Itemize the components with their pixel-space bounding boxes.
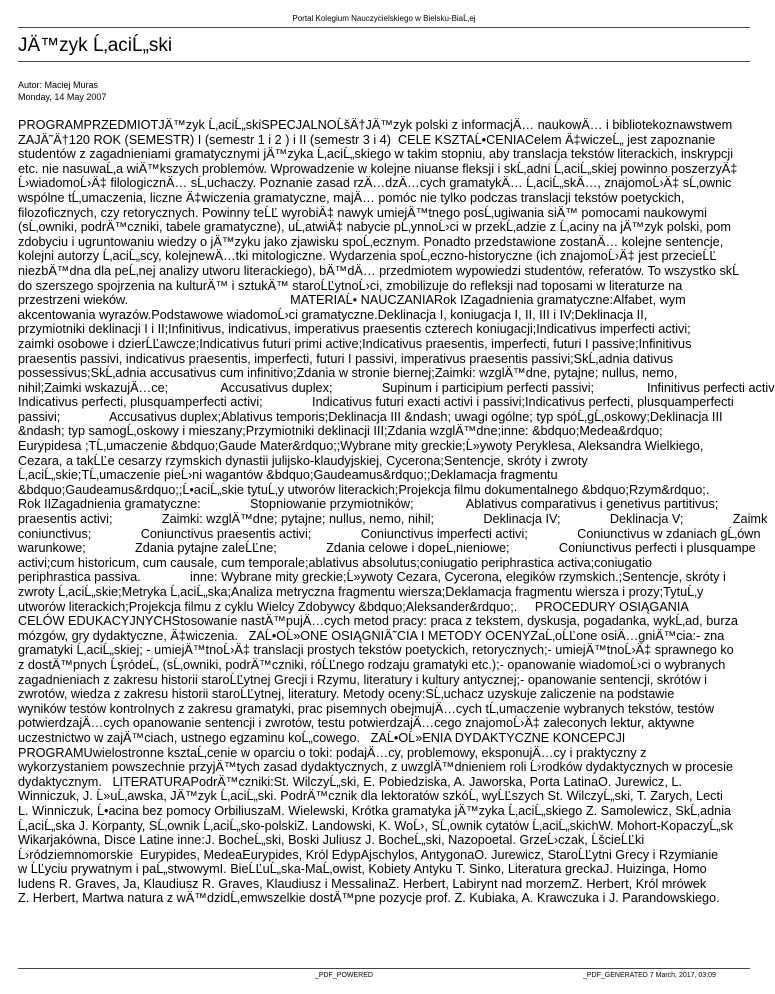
article-body (18, 118, 775, 906)
header-divider (18, 27, 750, 28)
body-line: Ĺ‚aciĹ„ska J. Korpanty, SĹ‚ownik Ĺ‚aciĹ„sko-polskiZ. Landowski, K. WoĹ›, SĹ‚ownik cytatów Ĺ‚aciĹ„skichW. Mohort-KopaczyĹ„sk (18, 818, 734, 833)
footer-powered: _PDF_POWERED (315, 972, 373, 979)
body-line: PROGRAMPRZEDMIOTJÄ™zyk Ĺ‚aciĹ„skiSPECJALNOĹšÄ†JÄ™zyk polski z informacjÄ… naukowÄ… i bibliotekoznawstwem (18, 118, 733, 132)
body-line: utworów literackich;Projekcja filmu z cyklu Wielcy Zdobywcy &bdquo;Aleksander&rdquo;. PROCEDURY OSIĄGANIA (18, 599, 689, 614)
body-line: CELÓW EDUKACYJNYCHStosowanie nastÄ™pujÄ…cych metod pracy: praca z tekstem, dyskusja, pogadanka, wykĹ‚ad, burza (18, 614, 738, 629)
body-line: &ndash; typ samogĹ‚oskowy i mieszany;Przymiotniki deklinacji III;Zdania wzglÄ™dne;inne: &bdquo;Medea&rdquo; (18, 424, 663, 439)
body-line: zwrotów, wiedza z zakresu historii staroĹĽytnej, literatury. Metody oceny:SĹ‚uchacz uzyskuje zaliczenie na podstawie (18, 687, 675, 702)
body-line: Indicativus perfecti, plusquamperfecti activi; Indicativus futuri exacti activi i passivi;Indicativus perfecti, plusquamperfecti (18, 395, 734, 410)
body-line: gramatyki Ĺ‚aciĹ„skiej; - umiejÄ™tnoĹ›Ä‡ translacji prostych tekstów poetyckich, retorycznych;- umiejÄ™tnoĹ›Ä‡ sprawnego ko (18, 643, 734, 658)
footer-generated: _PDF_GENERATED 7 March, 2017, 03:09 (583, 972, 716, 979)
page-title: JÄ™zyk Ĺ‚aciĹ„ski (18, 35, 173, 56)
body-line: praesentis activi; Zaimki: wzglÄ™dne; pytajne; nullus, nemo, nihil; Deklinacja IV; Deklinacja V; Zaimk (18, 512, 768, 527)
body-line: warunkowe; Zdania pytajne zaleĹĽne; Zdania celowe i dopeĹ‚nieniowe; Coniunctivus perfecti i plusquampe (18, 541, 756, 556)
body-line: nihil;Zaimki wskazujÄ…ce; Accusativus duplex; Supinum i participium perfecti passivi; Infinitivus perfecti activ (18, 380, 775, 395)
body-line: Cezara, a takĹĽe cesarzy rzymskich dynastii julijsko-klaudyjskiej, Cycerona;Sentencje, skróty i zwroty (18, 453, 588, 468)
body-line: praesentis passivi, indicativus praesentis, imperfecti, futuri I passivi, imperativus praesentis passivi;SkĹ‚adnia dativus (18, 351, 674, 366)
body-line: kolejni autorzy Ĺ‚aciĹ„scy, kolejnewÄ…tki mitologiczne. Wydarzenia spoĹ‚eczno-historyczne (ich znajomoĹ›Ä‡ jest przecieĹĽ (18, 249, 717, 264)
body-line: akcentowania wyrazów.Podstawowe wiadomoĹ›ci gramatyczne.Deklinacja I, koniugacja I, II, III i IV;Deklinacja II, (18, 307, 648, 322)
body-line: passivi; Accusativus duplex;Ablativus temporis;Deklinacja III &ndash; uwagi ogólne; typ spóĹ‚gĹ‚oskowy;Deklinacja III (18, 409, 723, 424)
body-line: studentów z zagadnieniami gramatycznymi jÄ™zyka Ĺ‚aciĹ„skiego w takim stopniu, aby translacja tekstów literackich, inskrypcji (18, 147, 734, 162)
body-line: filozoficznych, czy retorycznych. Powinny teĹĽ wyrobiÄ‡ nawyk umiejÄ™tnego posĹ‚ugiwania siÄ™ pomocami naukowymi (18, 205, 707, 220)
body-line: periphrastica passiva. inne: Wybrane mity greckie;Ĺ»ywoty Cezara, Cycerona, elegików rzymskich.;Sentencje, skróty i (18, 570, 726, 585)
title-divider (18, 61, 750, 62)
article-meta (18, 79, 106, 103)
body-line: dydaktycznym. LITERATURAPodrÄ™czniki:St. WilczyĹ„ski, E. Pobiedziska, A. Jaworska, Porta LatinaO. Jurewicz, L. (18, 774, 682, 789)
body-line: wyników testów kontrolnych z zakresu gramatyki, prac pisemnych obejmujÄ…cych tĹ‚umaczenie wybranych tekstów, testów (18, 701, 714, 716)
body-line: do szerszego spojrzenia na kulturÄ™ i sztukÄ™ staroĹĽytnoĹ›ci, zmobilizuje do refleksji nad toposami w literaturze na (18, 278, 683, 293)
body-line: Wikarjakówna, Disce Latine inne:J. BocheĹ„ski, Boski Juliusz J. BocheĹ„ski, Nazopoetal. GrzeĹ›czak, ĹšcieĹĽki (18, 833, 645, 848)
body-line: etc. nie nasuwaĹ‚a wiÄ™kszych problemów. Wprowadzenie w kolejne niuanse fleksji i skĹ‚adni Ĺ‚aciĹ„skiej powinno poszerzyÄ‡ (18, 161, 738, 176)
body-line: uczestnictwo w zajÄ™ciach, ustnego egzaminu koĹ„cowego. ZAĹ•OĹ»ENIA DYDAKTYCZNE KONCEPCJI (18, 730, 626, 745)
footer-divider (18, 968, 750, 969)
body-line: zaimki osobowe i dzierĹĽawcze;Indicativus futuri primi active;Indicativus praesentis, imperfecti, futuri I passive;Infinitivus (18, 336, 692, 351)
body-line: Z. Herbert, Martwa natura z wÄ™dzidĹ‚emwszelkie dostÄ™pne pozycje prof. Z. Kubiaka, A. Krawczuka i J. Parandowskiego. (18, 891, 720, 906)
body-line: Eurypidesa ;TĹ‚umaczenie &bdquo;Gaude Mater&rdquo;;Wybrane mity greckie;Ĺ»ywoty Peryklesa, Aleksandra Wielkiego, (18, 439, 704, 454)
body-line: przestrzeni wieków. MATERIAĹ• NAUCZANIARok IZagadnienia gramatyczne:Alfabet, wym (18, 293, 686, 308)
body-line: Ĺ‚aciĹ„skie;TĹ‚umaczenie pieĹ›ni wagantów &bdquo;Gaudeamus&rdquo;;Deklamacja fragmentu (18, 468, 558, 483)
body-line: (sĹ‚owniki, podrÄ™czniki, tabele gramatyczne), uĹ‚atwiÄ‡ nabycie pĹ‚ynnoĹ›ci w przekĹ‚adzie z Ĺ‚aciny na jÄ™zyk polski, pom (18, 220, 731, 235)
body-line: wykorzystaniem powszechnie przyjÄ™tych zasad dydaktycznych, z uwzglÄ™dnieniem roli Ĺ›rodków dydaktycznych w procesie (18, 760, 734, 775)
page-header: Portal Kolegium Nauczycielskiego w Bielsku-BiaĹ‚ej (292, 14, 476, 23)
body-line: wspólne tĹ‚umaczenia, liczne Ä‡wiczenia gramatyczne, majÄ… pomóc nie tylko podczas translacji tekstów poetyckich, (18, 190, 685, 205)
author-line: Autor: Maciej Muras (18, 80, 99, 90)
body-line: z dostÄ™pnych ĹşródeĹ‚ (sĹ‚owniki, podrÄ™czniki, róĹĽnego rodzaju gramatyki etc.);- opanowanie wiadomoĹ›ci o wybranych (18, 657, 726, 672)
body-line: Ĺ›ródziemnomorskie Eurypides, MedeaEurypides, Król EdypAjschylos, AntygonaO. Jurewicz, StaroĹĽytni Grecy i Rzymianie (18, 847, 719, 862)
body-line: PROGRAMUwielostronne ksztaĹ‚cenie w oparciu o toki: podajÄ…cy, problemowy, eksponujÄ…cy i praktyczny z (18, 745, 647, 760)
body-line: przymiotniki deklinacji I i II;Infinitivus, indicativus, imperativus praesentis czterech koniugacji;Indicativus imperfecti activi; (18, 322, 691, 337)
body-line: zagadnieniach z zakresu historii staroĹĽytnej Grecji i Rzymu, literatury i kultury antycznej;- opanowanie sentencji, skrótów i (18, 672, 707, 687)
date-line: Monday, 14 May 2007 (18, 92, 107, 102)
body-line: potwierdzajÄ…cych opanowanie sentencji i zwrotów, testu potwierdzajÄ…cego znajomoĹ›Ä‡ zaleconych lektur, aktywne (18, 716, 695, 731)
body-line: ZAJÄ˜Ä†120 ROK (SEMESTR) I (semestr 1 i 2 ) i II (semestr 3 i 4) CELE KSZTAĹ•CENIACelem Ä‡wiczeĹ„ jest zapoznanie (18, 132, 716, 147)
body-line: w ĹĽyciu prywatnym i paĹ„stwowymI. BieĹĽuĹ„ska-MaĹ‚owist, Kobiety Antyku T. Sinko, Literatura greckaJ. Huizinga, Homo (18, 862, 707, 877)
body-line: niezbÄ™dna dla peĹ‚nej analizy utworu literackiego), bÄ™dÄ… przedmiotem wypowiedzi studentów, referatów. To wszystko skĹ (18, 263, 740, 278)
body-line: activi;cum historicum, cum causale, cum temporale;ablativus absolutus;coniugatio periphrastica activa;coniugatio (18, 555, 652, 570)
body-line: possessivus;SkĹ‚adnia accusativus cum infinitivo;Zdania w stronie biernej;Zaimki: wzglÄ™dne, pytajne; nullus, nemo, (18, 366, 678, 381)
body-line: Winniczuk, J. Ĺ»uĹ‚awska, JÄ™zyk Ĺ‚aciĹ„ski. PodrÄ™cznik dla lektoratów szkóĹ‚ wyĹĽszych St. WilczyĹ„ski, T. Zarych, Lecti (18, 789, 723, 804)
body-line: coniunctivus; Coniunctivus praesentis activi; Coniunctivus imperfecti activi; Coniunctivus w zdaniach gĹ‚ówn (18, 526, 761, 541)
body-line: ludens R. Graves, Ja, Klaudiusz R. Graves, Klaudiusz i MessalinaZ. Herbert, Labirynt nad morzemZ. Herbert, Król mrówek (18, 876, 707, 891)
body-line: L. Winniczuk, Ĺ•acina bez pomocy OrbiliuszaM. Wielewski, Krótka gramatyka jÄ™zyka Ĺ‚aciĹ„skiego Z. Samolewicz, SkĹ‚adnia (18, 803, 732, 818)
body-line: zwroty Ĺ‚aciĹ„skie;Metryka Ĺ‚aciĹ„ska;Analiza metryczna fragmentu wiersza;Deklamacja fragmentu wiersza i prozy;TytuĹ‚y (18, 585, 704, 599)
body-line: mózgów, gry dydaktyczne, Ä‡wiczenia. ZAĹ•OĹ»ONE OSIĄGNIÄ˜CIA I METODY OCENYZaĹ‚oĹĽone osiÄ…gniÄ™cia:- zna (18, 628, 725, 643)
body-line: &bdquo;Gaudeamus&rdquo;;Ĺ•aciĹ„skie tytuĹ‚y utworów literackich;Projekcja filmu dokumentalnego &bdquo;Rzym&rdquo;. (18, 482, 710, 497)
body-line: Ĺ›wiadomoĹ›Ä‡ filologicznÄ… sĹ‚uchaczy. Poznanie zasad rzÄ…dzÄ…cych gramatykÄ… Ĺ‚aciĹ„skÄ…, znajomoĹ›Ä‡ sĹ‚ownic (18, 176, 732, 191)
body-line: zdobyciu i ugruntowaniu wiedzy o jÄ™zyku jako zjawisku spoĹ‚ecznym. Ponadto przedstawione zostanÄ… kolejne sentencje, (18, 234, 724, 249)
body-line: Rok IIZagadnienia gramatyczne: Stopniowanie przymiotników; Ablativus comparativus i genetivus partitivus; (18, 497, 719, 512)
